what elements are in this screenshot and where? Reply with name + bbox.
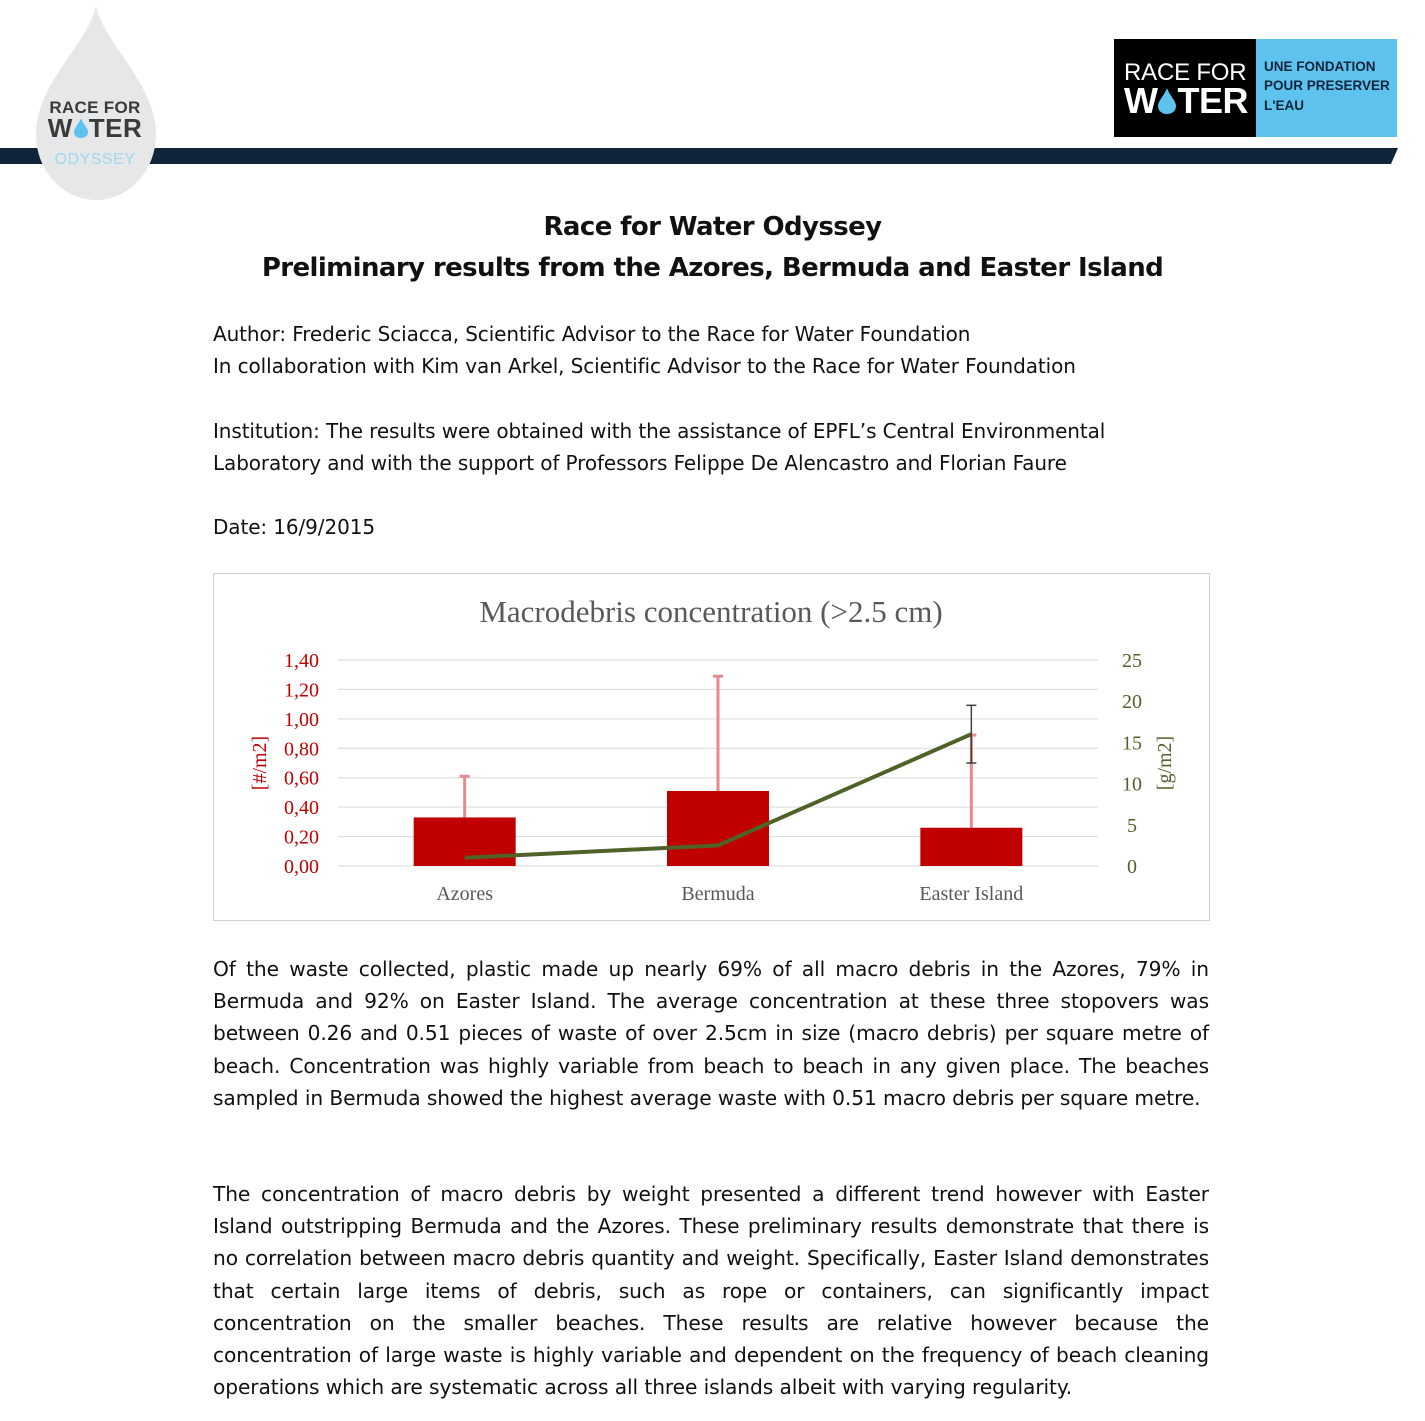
drop-icon <box>1157 87 1177 115</box>
document-title: Race for Water Odyssey <box>543 212 882 242</box>
logo-sub-line1: UNE FONDATION <box>1264 59 1376 74</box>
left-axis-label: [#/m2] <box>249 735 271 791</box>
left-tick-label: 0,20 <box>284 826 319 849</box>
logo-sub-line3: L'EAU <box>1264 98 1304 113</box>
right-tick-label: 0 <box>1127 856 1137 878</box>
bar <box>920 828 1022 866</box>
right-axis-label: [g/m2] <box>1154 735 1176 791</box>
left-logo-line2: W TER <box>47 113 143 143</box>
left-logo-line3: ODYSSEY <box>54 151 136 168</box>
chart-container <box>213 573 1210 921</box>
chart-title: Macrodebris concentration (>2.5 cm) <box>479 594 943 629</box>
left-tick-label: 0,00 <box>284 856 319 878</box>
drop-icon <box>73 117 89 139</box>
right-tick-label: 25 <box>1122 650 1142 672</box>
left-tick-label: 0,40 <box>284 797 319 820</box>
bar <box>414 817 516 866</box>
right-tick-label: 20 <box>1122 691 1142 714</box>
race-for-water-logo <box>1114 39 1397 137</box>
paragraph-2: The concentration of macro debris by weight presented a different trend however with Easter Island outstripping Bermuda and the Azores. These preliminary results demonstrate that there is no correlation between macro debris quantity and weight. Specifically, Easter Island demonstrates that certain large items of debris, such as rope or containers, can significantly impact concentration on the smaller beaches. These results are relative however because the concentration of large waste is highly variable and dependent on the frequency of beach cleaning operations which are systematic across all three islands albeit with varying regularity. <box>213 1182 1209 1400</box>
right-tick-label: 15 <box>1122 732 1142 755</box>
left-tick-label: 0,60 <box>284 767 319 790</box>
left-tick-label: 1,40 <box>284 650 319 672</box>
collaboration-line: In collaboration with Kim van Arkel, Scientific Advisor to the Race for Water Foundation <box>213 354 1076 378</box>
logo-blue-panel <box>1256 39 1397 137</box>
logo-sub-line2: POUR PRESERVER <box>1264 78 1390 93</box>
category-label: Bermuda <box>681 883 755 905</box>
paragraph-1: Of the waste collected, plastic made up nearly 69% of all macro debris in the Azores, 79% in Bermuda and 92% on Easter Island. The average concentration at these three stopovers was between 0.26 and 0.51 pieces of waste of over 2.5cm in size (macro debris) per square metre of beach. Concentration was highly variable from beach to beach in any given place. The beaches sampled in Bermuda showed the highest average waste with 0.51 macro debris per square metre. <box>213 957 1209 1110</box>
logo-black-panel <box>1114 39 1256 137</box>
left-tick-label: 1,20 <box>284 679 319 702</box>
header-band <box>0 148 1400 164</box>
document-subtitle: Preliminary results from the Azores, Bermuda and Easter Island <box>261 253 1164 283</box>
category-label: Azores <box>436 883 493 905</box>
institution-line-2: Laboratory and with the support of Professors Felippe De Alencastro and Florian Faure <box>213 451 1067 475</box>
right-tick-label: 5 <box>1127 814 1137 837</box>
right-tick-label: 10 <box>1122 773 1142 796</box>
logo-text-line1: RACE FOR <box>1124 59 1247 86</box>
institution-line-1: Institution: The results were obtained with the assistance of EPFL’s Central Environmental <box>213 419 1106 443</box>
left-logo-line1: RACE FOR <box>49 98 141 117</box>
macrodebris-chart <box>214 574 1209 920</box>
logo-text-line2: W TER <box>1124 80 1248 121</box>
left-tick-label: 0,80 <box>284 738 319 761</box>
category-label: Easter Island <box>919 883 1024 905</box>
date-line: Date: 16/9/2015 <box>213 515 375 539</box>
left-tick-label: 1,00 <box>284 708 319 731</box>
author-line: Author: Frederic Sciacca, Scientific Advisor to the Race for Water Foundation <box>213 322 971 346</box>
